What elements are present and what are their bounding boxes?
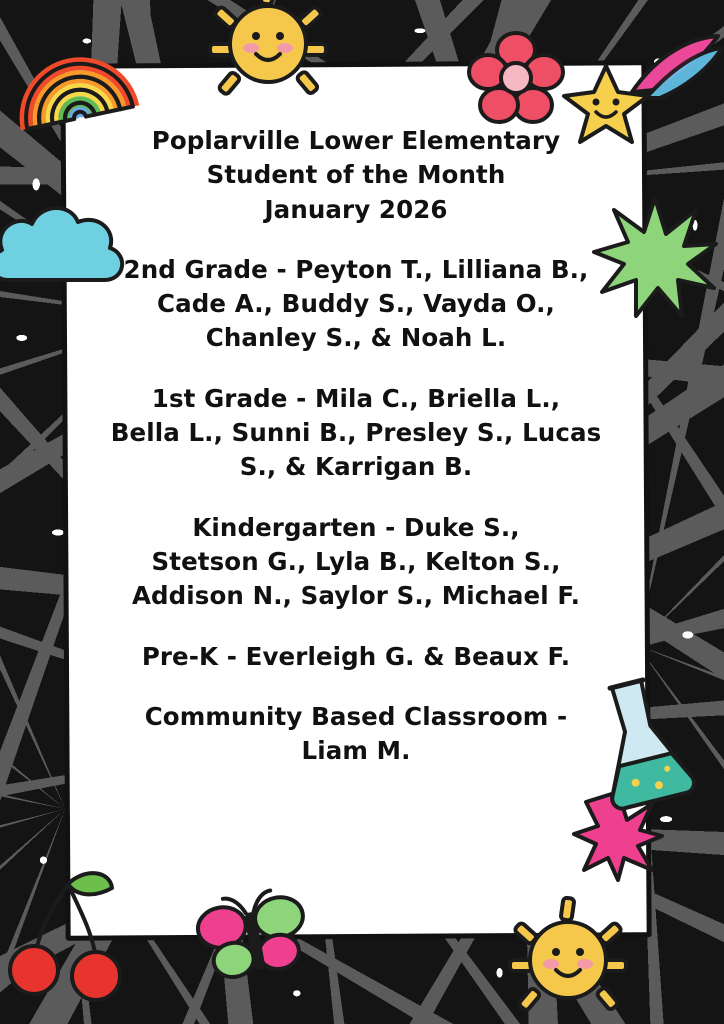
section-second-grade <box>85 253 627 356</box>
flower-icon <box>468 30 564 126</box>
spacer <box>85 485 627 511</box>
section-pre-k <box>85 640 627 674</box>
section-line: Chanley S., & Noah L. <box>205 323 507 353</box>
spacer <box>85 227 627 253</box>
section-line: Bella L., Sunni B., Presley S., Lucas <box>110 418 602 448</box>
sun-icon-top <box>208 0 326 96</box>
title-line-1: Poplarville Lower Elementary <box>151 126 561 155</box>
green-starburst-icon <box>592 196 718 318</box>
section-kindergarten <box>85 511 627 614</box>
section-line: Community Based Classroom - <box>144 701 568 731</box>
cloud-icon <box>0 196 138 304</box>
shooting-star-icon <box>562 36 722 168</box>
spacer <box>85 356 627 382</box>
section-line: Stetson G., Lyla B., Kelton S., <box>151 546 561 576</box>
section-line: Liam M. <box>301 736 411 766</box>
section-line: Pre-K - Everleigh G. & Beaux F. <box>141 641 571 671</box>
spacer <box>85 674 627 700</box>
butterfly-icon <box>196 892 312 982</box>
section-line: 2nd Grade - Peyton T., Lilliana B., <box>123 254 589 284</box>
flask-icon <box>586 676 698 808</box>
spacer <box>85 614 627 640</box>
section-line: 1st Grade - Mila C., Briella L., <box>151 383 561 413</box>
cherries-icon <box>6 866 126 1006</box>
section-community-based-classroom <box>85 700 627 769</box>
section-first-grade <box>85 382 627 485</box>
poster-text-block <box>63 62 649 939</box>
title-line-3: January 2026 <box>264 194 448 224</box>
section-line: Addison N., Saylor S., Michael F. <box>131 581 581 611</box>
section-line: Cade A., Buddy S., Vayda O., <box>157 289 555 319</box>
page-title <box>85 124 627 227</box>
section-line: S., & Karrigan B. <box>239 452 473 482</box>
sun-icon-bottom <box>508 900 628 1018</box>
rainbow-icon <box>18 38 136 124</box>
section-line: Kindergarten - Duke S., <box>192 512 520 542</box>
title-line-2: Student of the Month <box>206 160 506 190</box>
